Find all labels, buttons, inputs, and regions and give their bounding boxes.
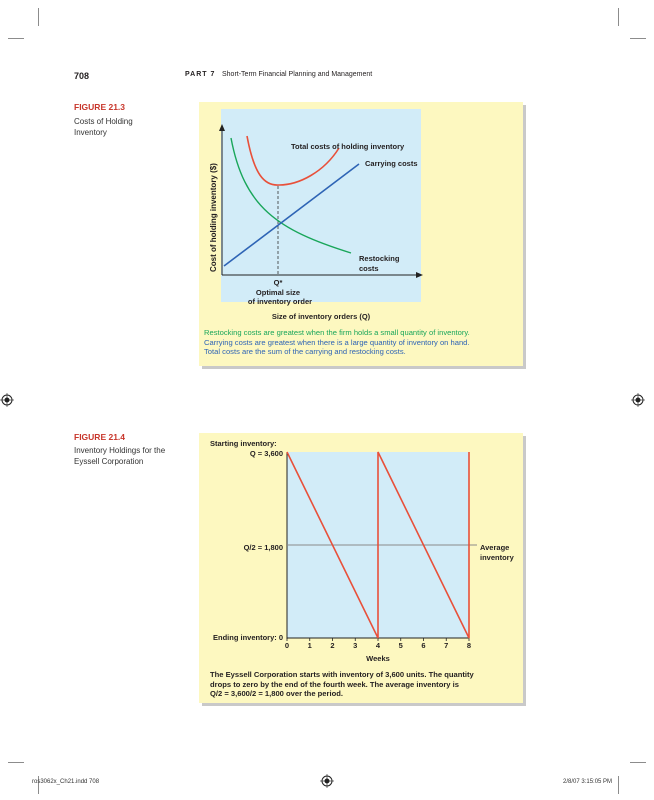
inventory-chart xyxy=(199,433,523,703)
x-axis-label: Size of inventory orders (Q) xyxy=(271,312,371,321)
starting-q-label: Q = 3,600 xyxy=(249,449,283,458)
x-tick-label: 7 xyxy=(444,641,449,650)
x-tick-label: 1 xyxy=(307,641,312,650)
carrying-cost-label: Carrying costs xyxy=(365,159,418,168)
half-q-label: Q/2 = 1,800 xyxy=(243,543,283,552)
crop-mark xyxy=(630,762,646,763)
note-line-1: The Eyssell Corporation starts with inventory of 3,600 units. The quantity xyxy=(210,670,474,679)
x-tick-label: 2 xyxy=(330,641,335,650)
figure-2-panel xyxy=(199,433,523,703)
restocking-label-line1: Restocking xyxy=(359,254,400,263)
plot-background xyxy=(221,109,421,302)
note-restocking: Restocking costs are greatest when the firm holds a small quantity of inventory. xyxy=(204,328,470,337)
crop-mark xyxy=(618,776,619,794)
ending-inventory-label: Ending inventory: 0 xyxy=(212,633,283,642)
restocking-label-line2: costs xyxy=(359,264,379,273)
registration-mark-icon xyxy=(320,774,334,788)
average-label-line2: inventory xyxy=(480,553,514,562)
x-tick-label: 6 xyxy=(421,641,426,650)
figure-1-caption: Costs of Holding Inventory xyxy=(74,117,133,137)
note-carrying: Carrying costs are greatest when there is a large quantity of inventory on hand. xyxy=(204,337,470,347)
note-line-3: Q/2 = 3,600/2 = 1,800 over the period. xyxy=(210,689,343,698)
crop-mark xyxy=(618,8,619,26)
part-label: PART 7 xyxy=(185,71,216,78)
optimal-size-label-line2: of inventory order xyxy=(247,297,313,306)
x-tick-label: 3 xyxy=(353,641,358,650)
crop-mark xyxy=(8,762,24,763)
optimal-size-label-line1: Optimal size xyxy=(255,288,301,297)
part-title: Short-Term Financial Planning and Management xyxy=(222,71,373,78)
average-label-line1: Average xyxy=(480,543,510,552)
costs-chart xyxy=(199,102,523,366)
x-tick-label: 8 xyxy=(466,641,472,650)
figure-2-label: FIGURE 21.4 xyxy=(74,432,126,442)
figure-2-caption: Inventory Holdings for the Eyssell Corporation xyxy=(74,446,166,466)
q-star-label: Q* xyxy=(273,278,283,287)
x-tick-labels xyxy=(285,641,471,650)
footer-date: 2/8/07 3:15:05 PM xyxy=(563,779,613,785)
footer-file: ros3062x_Ch21.indd 708 xyxy=(32,779,100,785)
x-tick-label: 5 xyxy=(398,641,403,650)
figure-1-panel xyxy=(199,102,523,366)
total-cost-label: Total costs of holding inventory xyxy=(291,142,405,151)
crop-mark xyxy=(38,8,39,26)
registration-mark-icon xyxy=(0,393,14,407)
x-tick-label: 4 xyxy=(375,641,381,650)
y-axis-label: Cost of holding inventory ($) xyxy=(209,163,218,272)
x-tick-label: 0 xyxy=(284,641,290,650)
figure-1-label: FIGURE 21.3 xyxy=(74,102,126,112)
crop-mark xyxy=(8,38,24,39)
starting-inventory-label: Starting inventory: xyxy=(210,439,277,448)
registration-mark-icon xyxy=(631,393,645,407)
note-total: Total costs are the sum of the carrying and restocking costs. xyxy=(204,347,406,356)
crop-mark xyxy=(630,38,646,39)
page-number: 708 xyxy=(74,71,90,81)
x-axis-label: Weeks xyxy=(366,654,390,663)
note-line-2: drops to zero by the end of the fourth week. The average inventory is xyxy=(210,679,459,689)
